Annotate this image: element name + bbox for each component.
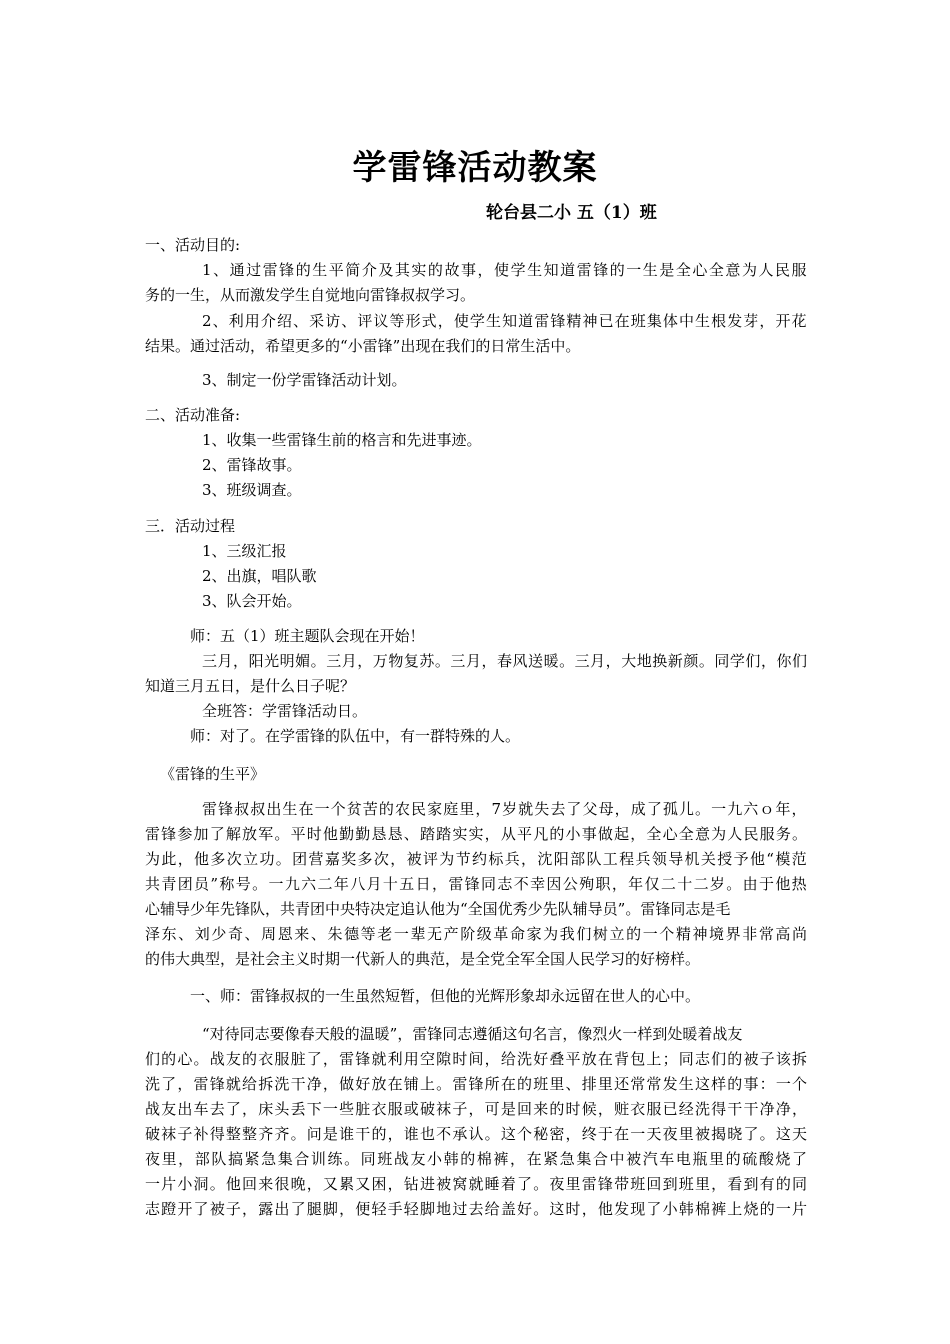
paragraph-line: 雷锋叔叔出生在一个贫苦的农民家庭里，7岁就失去了父母，成了孤儿。一九六ｏ年， (202, 800, 808, 818)
paragraph-line: 为此，他多次立功。团营嘉奖多次，被评为节约标兵，沈阳部队工程兵领导机关授予他“模范 (145, 850, 809, 868)
list-item: 2、出旗，唱队歌 (202, 567, 317, 585)
story-title: 《雷锋的生平》 (160, 765, 266, 783)
paragraph-line: 三月，阳光明媚。三月，万物复苏。三月，春风送暖。三月，大地换新颜。同学们，你们 (202, 652, 808, 670)
dialogue-line: 师：对了。在学雷锋的队伍中，有一群特殊的人。 (190, 727, 521, 745)
paragraph-line: “对待同志要像春天般的温暖”，雷锋同志遵循这句名言，像烈火一样到处暖着战友 (202, 1025, 743, 1043)
paragraph-line: 知道三月五日，是什么日子呢？ (145, 677, 356, 695)
list-item: 3、班级调查。 (202, 481, 302, 499)
dialogue-line: 全班答：学雷锋活动日。 (202, 702, 368, 720)
paragraph-line: 雷锋参加了解放军。平时他勤勤恳恳、踏踏实实，从平凡的小事做起，全心全意为人民服务。 (145, 825, 809, 843)
list-item: 2、雷锋故事。 (202, 456, 302, 474)
paragraph-line: 志蹬开了被子，露出了腿脚，便轻手轻脚地过去给盖好。这时，他发现了小韩棉裤上烧的一片 (145, 1200, 809, 1218)
paragraph-line: 1、通过雷锋的生平简介及其实的故事，使学生知道雷锋的一生是全心全意为人民服 (202, 261, 809, 279)
list-item: 1、三级汇报 (202, 542, 287, 560)
list-item: 1、收集一些雷锋生前的格言和先进事迹。 (202, 431, 482, 449)
paragraph-line: 结果。通过活动，希望更多的“小雷锋”出现在我们的日常生活中。 (145, 337, 581, 355)
list-item: 3、队会开始。 (202, 592, 302, 610)
section-heading-purpose: 一、活动目的: (145, 236, 241, 254)
section-heading-process: 三．活动过程 (145, 517, 236, 535)
paragraph-line: 一、师：雷锋叔叔的一生虽然短暂，但他的光辉形象却永远留在世人的心中。 (190, 987, 701, 1005)
paragraph-line: 破袜子补得整整齐齐。问是谁干的，谁也不承认。这个秘密，终于在一天夜里被揭晓了。这天 (145, 1125, 809, 1143)
paragraph-line: 战友出车去了，床头丢下一些脏衣服或破袜子，可是回来的时候，赃衣服已经洗得干干净净， (145, 1100, 809, 1118)
paragraph-line: 洗了，雷锋就给拆洗干净，做好放在铺上。雷锋所在的班里、排里还常常发生这样的事：一个 (145, 1075, 809, 1093)
paragraph-line: 们的心。战友的衣服脏了，雷锋就利用空隙时间，给洗好叠平放在背包上；同志们的被子该拆 (145, 1050, 809, 1068)
paragraph-line: 3、制定一份学雷锋活动计划。 (202, 371, 407, 389)
paragraph-line: 泽东、刘少奇、周恩来、朱德等老一辈无产阶级革命家为我们树立的一个精神境界非常高尚 (145, 925, 809, 943)
document-title: 学雷锋活动教案 (352, 148, 598, 188)
paragraph-line: 的伟大典型，是社会主义时期一代新人的典范，是全党全军全国人民学习的好榜样。 (145, 950, 701, 968)
paragraph-line: 共青团员”称号。一九六二年八月十五日，雷锋同志不幸因公殉职，年仅二十二岁。由于他热 (145, 875, 809, 893)
dialogue-line: 师：五（1）班主题队会现在开始！ (190, 627, 425, 645)
paragraph-line: 务的一生，从而激发学生自觉地向雷锋叔叔学习。 (145, 286, 476, 304)
paragraph-line: 心辅导少年先锋队，共青团中央特决定追认他为“全国优秀少先队辅导员”。雷锋同志是毛 (145, 900, 731, 918)
document-subtitle: 轮台县二小 五（1）班 (486, 203, 657, 223)
paragraph-line: 2、利用介绍、采访、评议等形式，使学生知道雷锋精神已在班集体中生根发芽，开花 (202, 312, 808, 330)
paragraph-line: 一片小洞。他回来很晚，又累又困，钻进被窝就睡着了。夜里雷锋带班回到班里，看到有的同 (145, 1175, 809, 1193)
section-heading-preparation: 二、活动准备: (145, 406, 241, 424)
paragraph-line: 夜里，部队搞紧急集合训练。同班战友小韩的棉裤，在紧急集合中被汽车电瓶里的硫酸烧了 (145, 1150, 809, 1168)
